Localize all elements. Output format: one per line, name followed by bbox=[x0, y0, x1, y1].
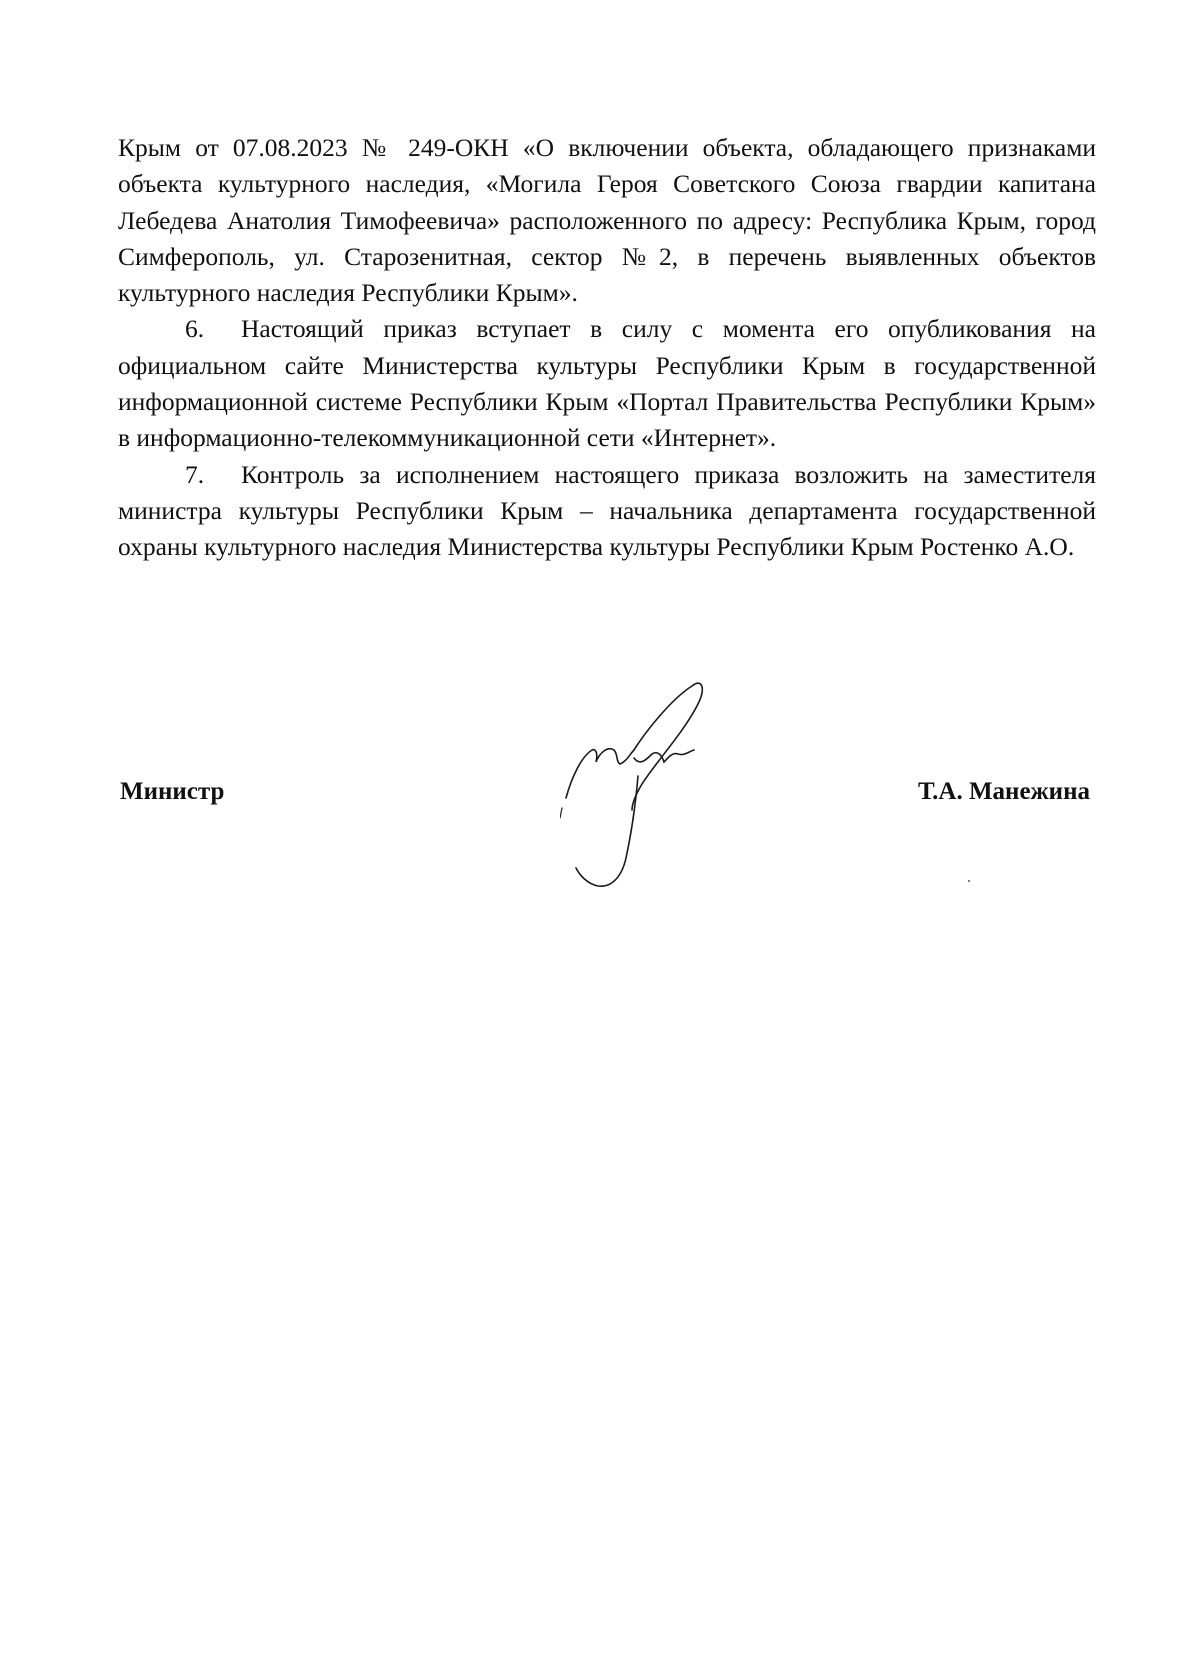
paragraph-7 bbox=[118, 457, 1096, 566]
paragraph-text: Контроль за исполнением настоящего приказа возложить на заместителя министра культуры Республики Крым – начальника департамента государственной охраны культурного наследия Министерства культуры Республики Крым Ростенко А.О. bbox=[118, 459, 1096, 562]
paragraph-6 bbox=[118, 311, 1096, 456]
paragraph-continuation: Крым от 07.08.2023 № 249-ОКН «О включении объекта, обладающего признаками объекта культурного наследия, «Могила Героя Советского Союза гвардии капитана Лебедева Анатолия Тимофеевича» расположенного по адресу: Республика Крым, город Симферополь, ул. Старозенитная, сектор №2, в перечень выявленных объектов культурного наследия Республики Крым». bbox=[118, 133, 1096, 308]
handwritten-signature bbox=[560, 680, 760, 910]
paragraph-text: Настоящий приказ вступает в силу с момента его опубликования на официальном сайте Министерства культуры Республики Крым в государственной информационной системе Республики Крым «Портал Правительства Республики Крым» в информационно-телекоммуникационной сети «Интернет». bbox=[118, 314, 1096, 453]
paragraph-number: 7. bbox=[185, 459, 205, 489]
signatory-name: Т.А. Манежина bbox=[917, 778, 1090, 805]
signatory-title: Министр bbox=[120, 778, 225, 805]
scan-speck bbox=[968, 880, 970, 882]
document-body bbox=[118, 130, 1096, 566]
paragraph-number: 6. bbox=[185, 314, 205, 344]
